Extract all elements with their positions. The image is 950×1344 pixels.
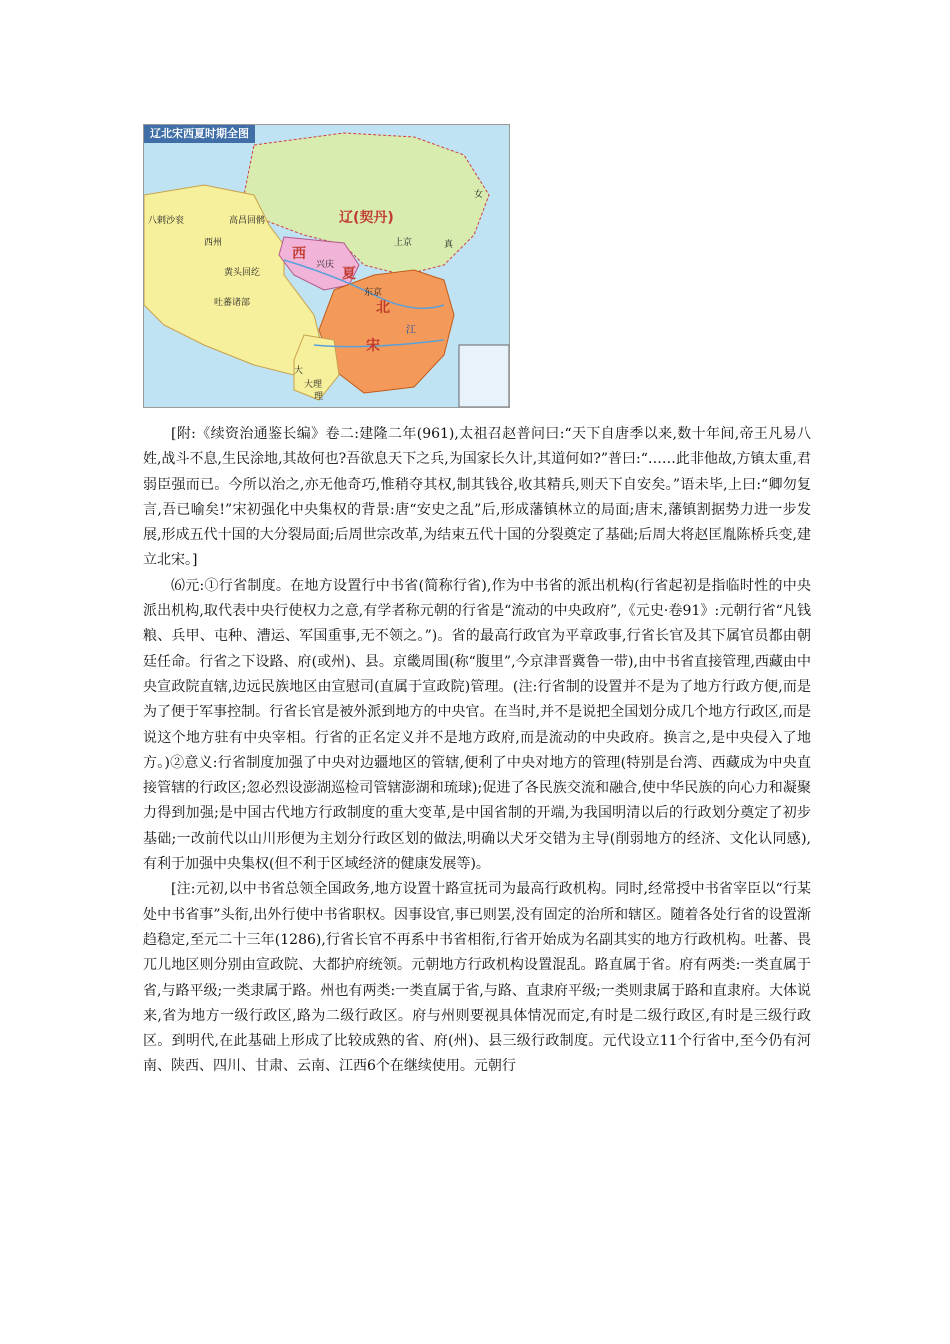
map-label-huangtou: 黄头回纥 [224, 268, 261, 278]
map-label-balasagun: 八剌沙衮 [148, 216, 185, 226]
map-label-dali-da: 大 [294, 366, 304, 376]
historical-map [143, 124, 510, 408]
map-label-dali-li: 理 [314, 392, 324, 402]
map-label-xingqing: 兴庆 [316, 260, 335, 270]
map-label-xia-xi: 西 [292, 246, 306, 262]
paragraph-appendix-song: [附:《续资治通鉴长编》卷二:建隆二年(961),太祖召赵普问曰:“天下自唐季以来,数十年间,帝王凡易八姓,战斗不息,生民涂地,其故何也?吾欲息天下之兵,为国家长久计,其道何如?”普曰:“……此非他故,方镇太重,君弱臣强而已。今所以治之,亦无他奇巧,惟稍夺其权,制其钱谷,收其精兵,则天下自安矣。”语未毕,上曰:“卿勿复言,吾已喻矣!”宋初强化中央集权的背景:唐“安史之乱”后,形成藩镇林立的局面;唐末,藩镇割据势力进一步发展,形成五代十国的大分裂局面;后周世宗改革,为结束五代十国的分裂奠定了基础;后周大将赵匡胤陈桥兵变,建立北宋。] [143, 426, 811, 569]
paragraph-yuan-note: [注:元初,以中书省总领全国政务,地方设置十路宣抚司为最高行政机构。同时,经常授中书省宰臣以“行某处中书省事”头衔,出外行使中书省职权。因事设官,事已则罢,没有固定的治所和辖区。随着各处行省的设置渐趋稳定,至元二十三年(1286),行省长官不再系中书省相衔,行省开始成为名副其实的地方行政机构。吐蕃、畏兀儿地区则分别由宣政院、大都护府统领。元朝地方行政机构设置混乱。路直属于省。府有两类:一类直属于省,与路平级;一类隶属于路。州也有两类:一类直属于省,与路、直隶府平级;一类则隶属于路和直隶府。大体说来,省为地方一级行政区,路为二级行政区。府与州则要视具体情况而定,有时是二级行政区,有时是三级行政区。到明代,在此基础上形成了比较成熟的省、府(州)、县三级行政制度。元代设立11个行省中,至今仍有河南、陕西、四川、甘肃、云南、江西6个在继续使用。元朝行 [143, 881, 811, 1075]
map-label-shangjing: 上京 [394, 238, 413, 248]
map-label-song-song: 宋 [366, 338, 380, 354]
map-label-nv: 女 [474, 190, 484, 200]
map-label-xia-xia: 夏 [342, 266, 356, 282]
map-label-liao: 辽(契丹) [339, 210, 394, 226]
map-label-jiang: 江 [406, 325, 416, 336]
map-label-song-bei: 北 [376, 300, 390, 316]
map-label-xizhou: 西州 [204, 238, 223, 248]
map-label-dongjing: 东京 [364, 288, 383, 298]
paragraph-yuan-province: ⑹元:①行省制度。在地方设置行中书省(简称行省),作为中书省的派出机构(行省起初是指临时性的中央派出机构,取代表中央行使权力之意,有学者称元朝的行省是“流动的中央政府”,《元史·卷91》:元朝行省“凡钱粮、兵甲、屯种、漕运、军国重事,无不领之。”)。省的最高行政官为平章政事,行省长官及其下属官员都由朝廷任命。行省之下设路、府(或州)、县。京畿周围(称“腹里”,今京津晋冀鲁一带),由中书省直接管理,西藏由中央宣政院直辖,边远民族地区由宣慰司(直属于宣政院)管理。(注:行省制的设置并不是为了地方行政方便,而是为了便于军事控制。行省长官是被外派到地方的中央官。在当时,并不是说把全国划分成几个地方行政区,而是说这个地方驻有中央宰相。行省的正名定义并不是地方政府,而是流动的中央政府。换言之,是中央侵入了地方。)②意义:行省制度加强了中央对边疆地区的管辖,便利了中央对地方的管理(特别是台湾、西藏成为中央直接管辖的行政区;忽必烈设澎湖巡检司管辖澎湖和琉球);促进了各民族交流和融合,使中华民族的向心力和凝聚力得到加强;是中国古代地方行政制度的重大变革,是中国省制的开端,为我国明清以后的行政划分奠定了初步基础;一改前代以山川形便为主划分行政区划的做法,明确以犬牙交错为主导(削弱地方的经济、文化认同感),有利于加强中央集权(但不利于区域经济的健康发展等)。 [143, 577, 811, 873]
map-label-zhen: 真 [444, 240, 454, 250]
map-label-gaochang: 高昌回鹘 [229, 216, 266, 226]
document-body [143, 422, 811, 1080]
map-title: 辽北宋西夏时期全图 [144, 125, 255, 143]
map-label-dali-city: 大理 [304, 380, 323, 390]
map-label-tubo: 吐蕃诸部 [214, 298, 251, 308]
